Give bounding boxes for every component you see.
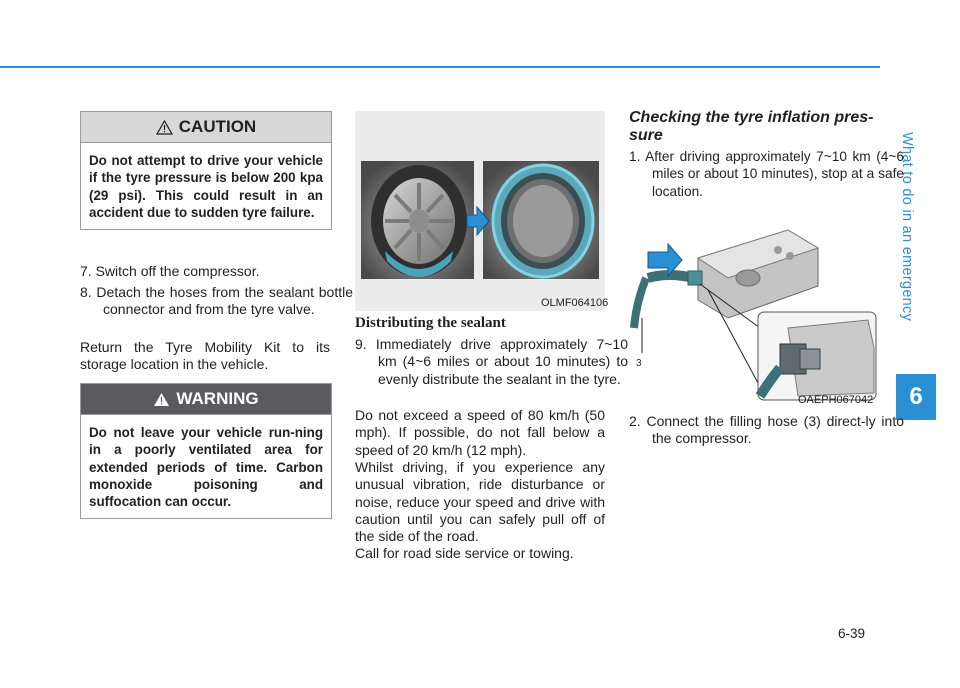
hose-callout-number: 3 (636, 358, 642, 369)
step-1: 1. After driving approximately 7~10 km (4~6 miles or about 10 minutes), stop at a safe location. (629, 149, 904, 199)
detail-inset (758, 312, 876, 400)
section-title: What to do in an emergency (899, 132, 915, 322)
step-7: 7. Switch off the compressor. (80, 263, 260, 279)
tyre-figure (355, 111, 605, 311)
step-8: 8. Detach the hoses from the sealant bottle connector and from the tyre valve. (80, 284, 353, 318)
step-2: 2. Connect the filling hose (3) direct-ly into the compressor. (629, 413, 904, 447)
step-9: 9. Immediately drive approximately 7~10 km (4~6 miles or about 10 minutes) to evenly distribute the sealant in the tyre. (355, 336, 628, 387)
compressor-hose-illustration (628, 208, 880, 408)
tyre-sealant-illustration (355, 111, 605, 311)
caution-text: Do not attempt to drive your vehicle if the tyre pressure is below 200 kpa (29 psi). This could result in an accident due to sudden tyre failure. (89, 153, 323, 220)
speed-paragraph: Do not exceed a speed of 80 km/h (50 mph). If possible, do not fall below a speed of 20 km/h (12 mph). (355, 407, 605, 458)
caution-triangle-icon (156, 120, 173, 135)
caution-box (80, 111, 332, 230)
vibration-paragraph: Whilst driving, if you experience any unusual vibration, ride disturbance or noise, reduce your speed and drive with caution until you can safely pull off of the side of the road. (355, 459, 605, 545)
distributing-heading: Distributing the sealant (355, 315, 506, 331)
return-kit-paragraph: Return the Tyre Mobility Kit to its storage location in the vehicle. (80, 339, 330, 373)
warning-box (80, 383, 332, 519)
caution-header (81, 112, 331, 143)
filling-hose (634, 271, 702, 328)
tyre-left (371, 165, 467, 277)
warning-title: WARNING (176, 389, 259, 408)
caution-title: CAUTION (178, 117, 257, 136)
warning-triangle-icon (153, 392, 170, 407)
checking-heading: Checking the tyre inflation pres-sure (629, 109, 874, 144)
figure-code-right: OAEPH067042 (798, 394, 874, 406)
figure-code-middle: OLMF064106 (541, 297, 609, 309)
compressor-figure (628, 208, 880, 408)
chapter-tab: 6 (896, 374, 936, 420)
warning-text: Do not leave your vehicle run-ning in a poorly ventilated area for extended periods of time. Carbon monoxide poisoning and suffocation can occur. (89, 425, 323, 510)
header-rule (0, 66, 880, 68)
page-number: 6-39 (838, 626, 866, 641)
call-service-paragraph: Call for road side service or towing. (355, 545, 574, 561)
tyre-right (493, 165, 593, 277)
warning-header (81, 384, 331, 415)
